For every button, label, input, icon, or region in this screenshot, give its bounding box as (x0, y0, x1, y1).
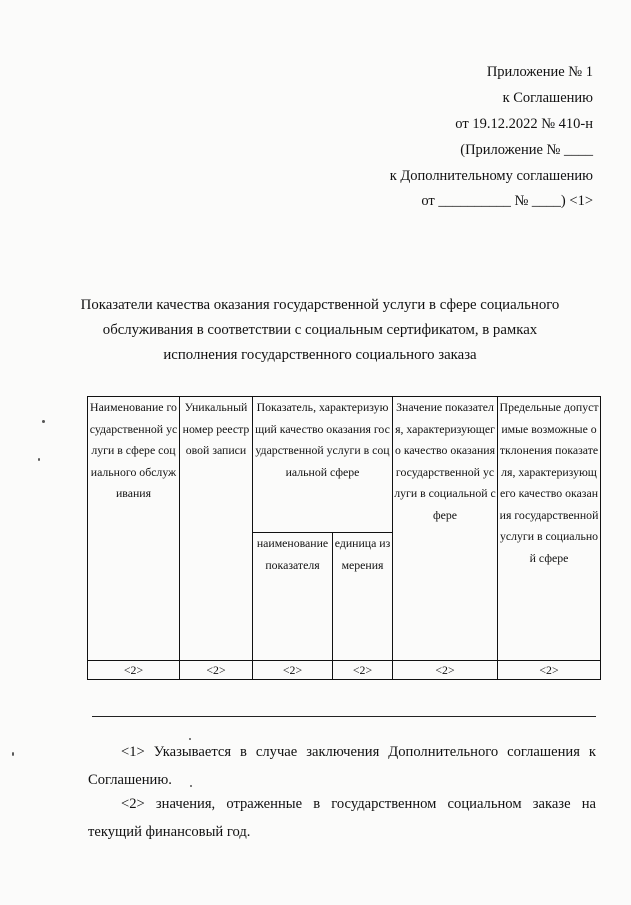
footnote-separator (92, 716, 596, 717)
document-title (60, 293, 580, 368)
table-row (88, 661, 601, 680)
header-registry-number: Уникальный номер реестровой записи (180, 397, 253, 661)
footnote-2-line-1: <2> значения, отраженные в государственном социальном заказе на (121, 796, 596, 812)
title-line-1: Показатели качества оказания государственной услуги в сфере социального (80, 297, 560, 313)
table-cell: <2> (393, 661, 498, 680)
table-header-row (88, 397, 601, 533)
table-cell: <2> (180, 661, 253, 680)
title-line-3: исполнения государственного социального заказа (163, 347, 477, 363)
footnote-1-line-2: Соглашению. (88, 772, 172, 788)
header-line-agreement-date: от 19.12.2022 № 410-н (455, 116, 593, 132)
footnote-1-line-1: <1> Указывается в случае заключения Дополнительного соглашения к (121, 744, 596, 760)
footnote-2-line-2: текущий финансовый год. (88, 824, 251, 840)
quality-indicators-table (87, 396, 601, 680)
table-cell: <2> (333, 661, 393, 680)
header-indicator: Показатель, характеризующий качество оказания государственной услуги в социальной сфере (253, 397, 393, 533)
table-cell: <2> (498, 661, 601, 680)
title-line-2: обслуживания в соответствии с социальным сертификатом, в рамках (102, 322, 538, 338)
table-cell: <2> (253, 661, 333, 680)
header-indicator-value: Значение показателя, характеризующего качество оказания государственной услуги в социальной сфере (393, 397, 498, 661)
footnote-2 (88, 790, 596, 846)
header-line-appendix: Приложение № 1 (486, 64, 593, 80)
scan-speck (42, 420, 45, 423)
header-line-appendix-blank: (Приложение № ____ (460, 142, 593, 158)
footnote-1 (88, 738, 596, 794)
header-indicator-name: наименование показателя (253, 533, 333, 661)
table-cell: <2> (88, 661, 180, 680)
header-line-agreement: к Соглашению (502, 90, 593, 106)
scan-speck (38, 458, 40, 461)
header-service-name: Наименование государственной услуги в сфере социального обслуживания (88, 397, 180, 661)
header-line-supplementary: к Дополнительному соглашению (389, 168, 593, 184)
header-indicator-unit: единица измерения (333, 533, 393, 661)
scan-speck (12, 752, 14, 756)
header-allowed-deviation: Предельные допустимые возможные отклонения показателя, характеризующего качество оказания государственной услуги в социальной сфере (498, 397, 601, 661)
header-line-supplementary-date: от __________ № ____) <1> (421, 193, 593, 209)
